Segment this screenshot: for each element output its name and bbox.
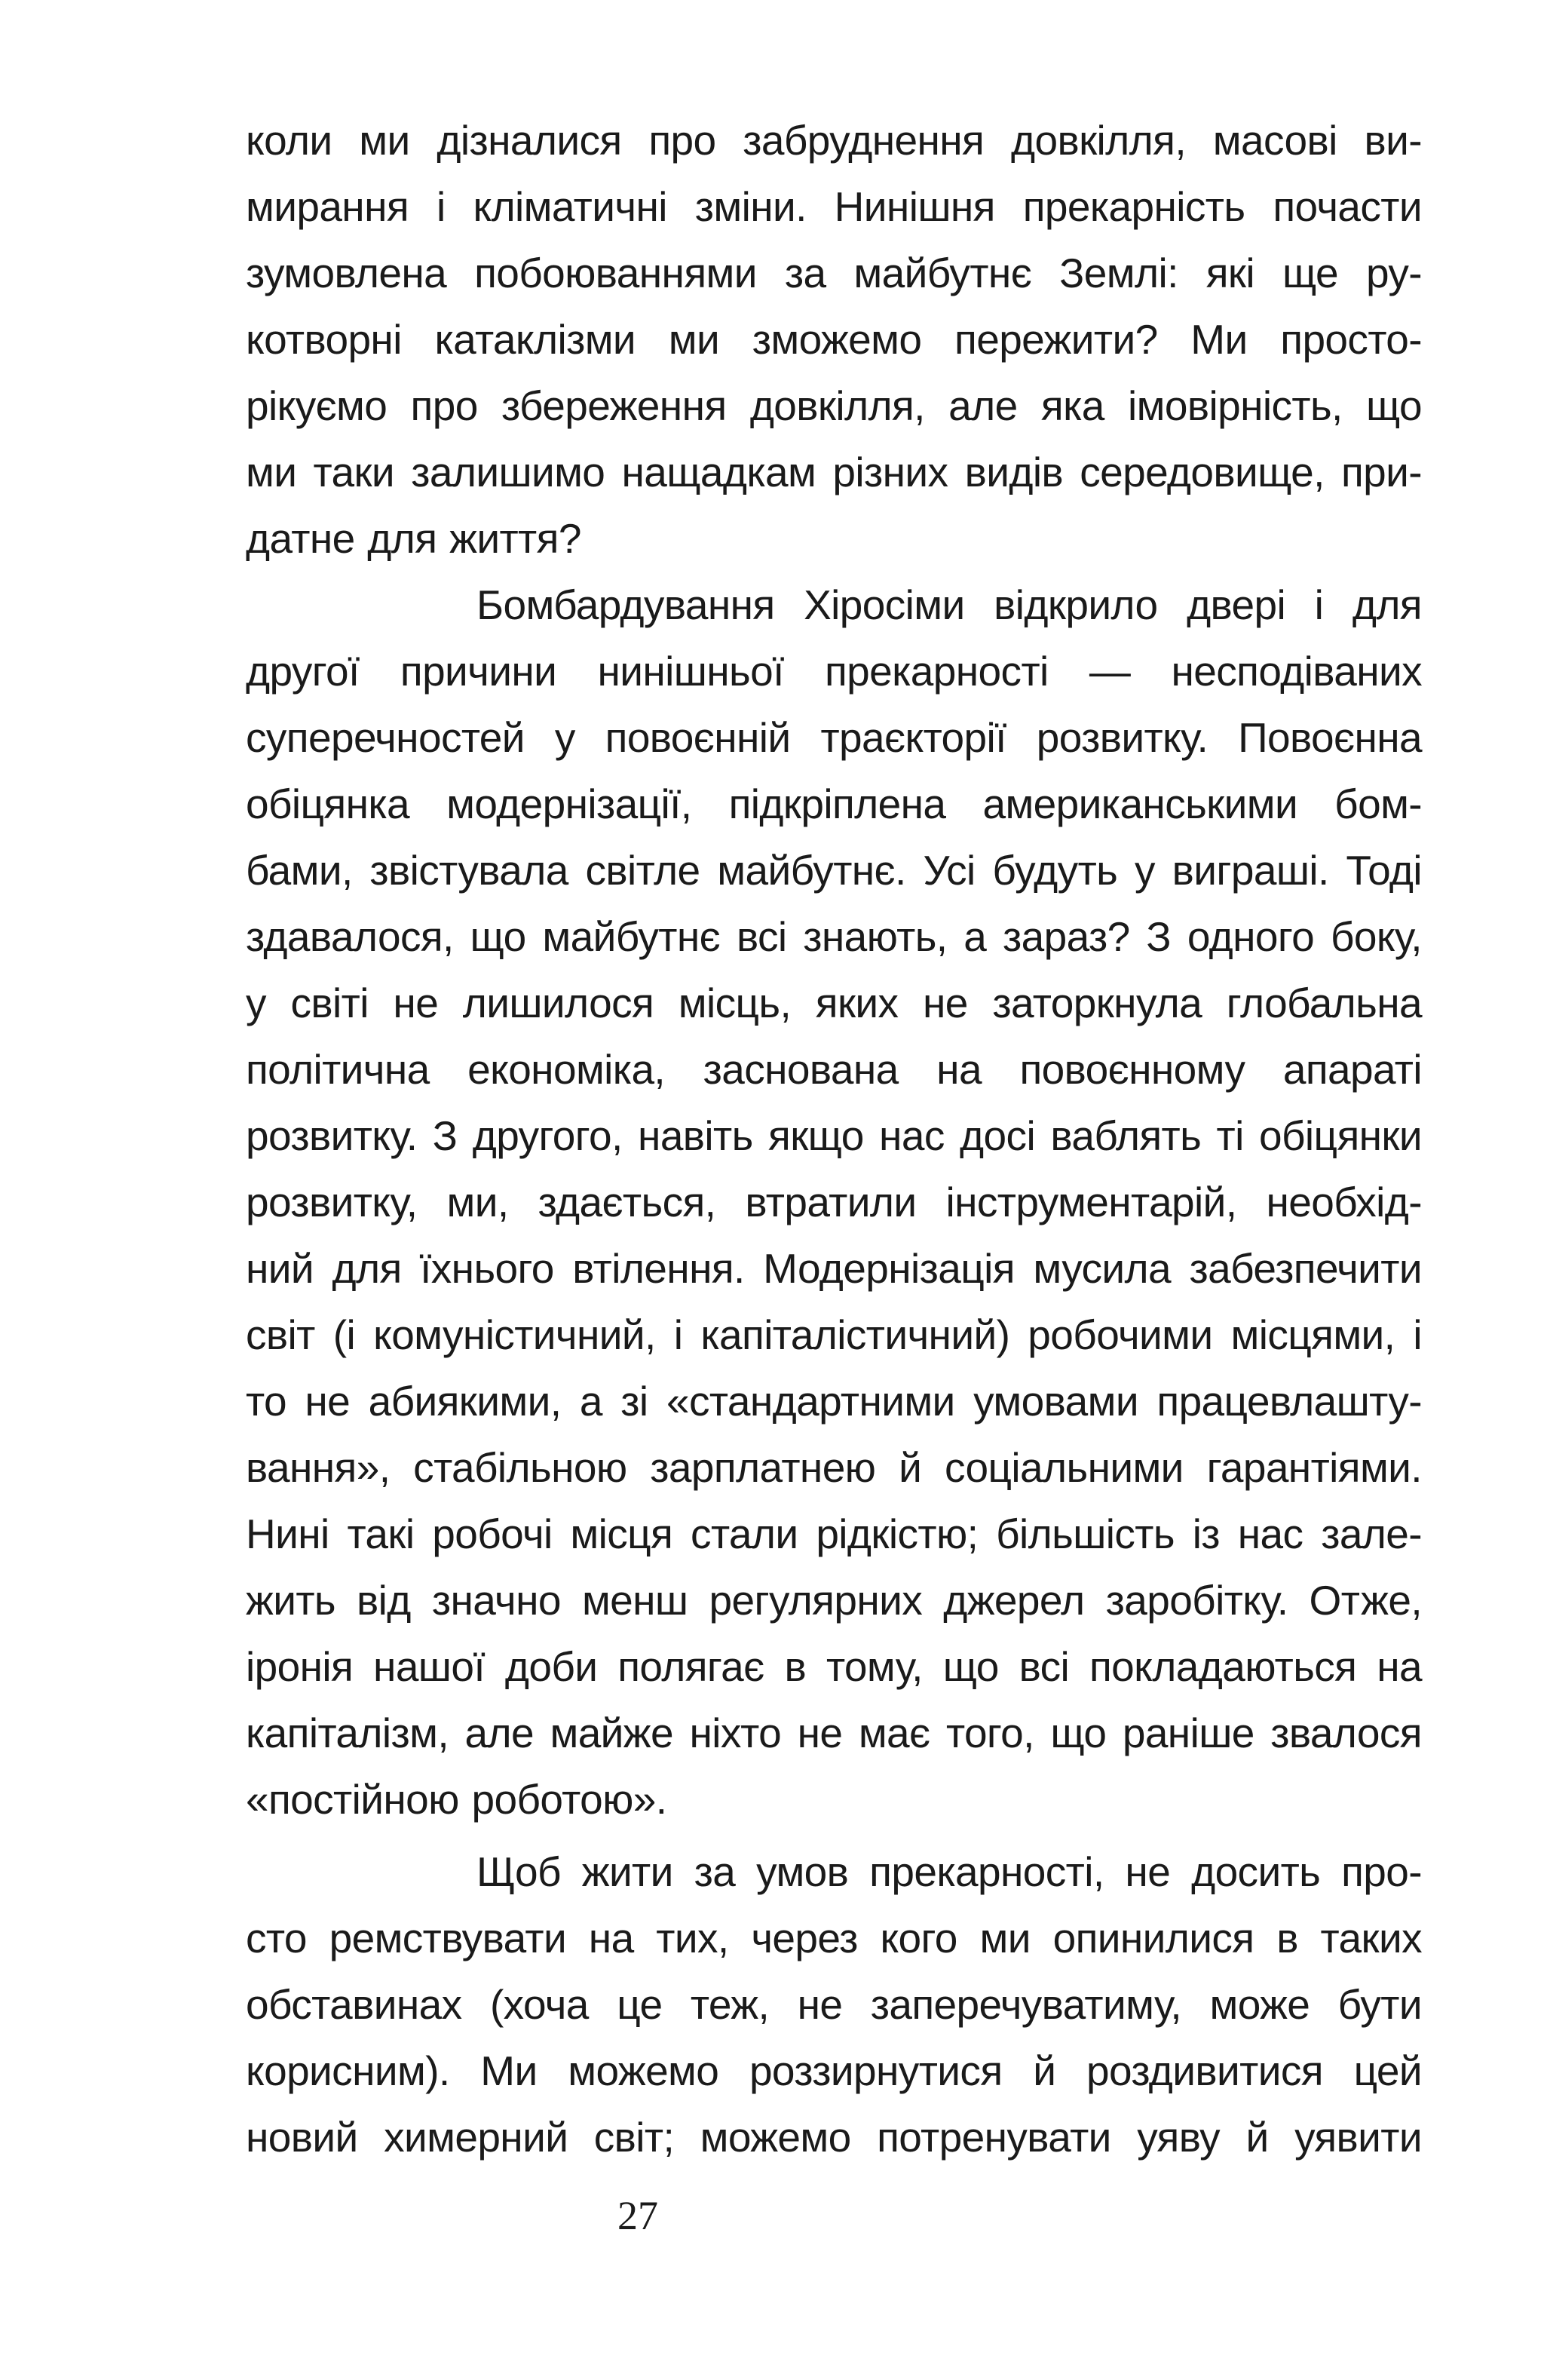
text-line: зумовлена побоюваннями за майбутнє Землі: які ще ру- bbox=[246, 250, 1422, 296]
text-line: бами, звістувала світле майбутнє. Усі будуть у виграші. Тоді bbox=[246, 847, 1422, 894]
text-line: суперечностей у повоєнній траєкторії розвитку. Повоєнна bbox=[246, 714, 1422, 761]
text-line: вання», стабільною зарплатнею й соціальними гарантіями. bbox=[246, 1444, 1422, 1491]
text-line: коли ми дізналися про забруднення довкілля, масові ви- bbox=[246, 117, 1422, 164]
text-line: політична економіка, заснована на повоєнному апараті bbox=[246, 1046, 1422, 1093]
text-line: котворні катаклізми ми зможемо пережити? Ми просто- bbox=[246, 316, 1422, 363]
text-line: корисним). Ми можемо роззирнутися й роздивитися цей bbox=[246, 2047, 1422, 2094]
text-line: ми таки залишимо нащадкам різних видів середовище, при- bbox=[246, 449, 1422, 495]
text-line: обіцянка модернізації, підкріплена американськими бом- bbox=[246, 781, 1422, 827]
text-line: датне для життя? bbox=[246, 515, 581, 562]
text-line: рікуємо про збереження довкілля, але яка імовірність, що bbox=[246, 382, 1422, 429]
text-line: ний для їхнього втілення. Модернізація мусила забезпечити bbox=[246, 1245, 1422, 1292]
text-line: новий химерний світ; можемо потренувати уяву й уявити bbox=[246, 2114, 1422, 2161]
page-number: 27 bbox=[617, 2193, 658, 2238]
text-line: розвитку, ми, здається, втратили інструментарій, необхід- bbox=[246, 1179, 1422, 1225]
text-line: другої причини нинішньої прекарності — несподіваних bbox=[246, 648, 1422, 695]
text-line: «постійною роботою». bbox=[246, 1776, 667, 1823]
text-line: здавалося, що майбутнє всі знають, а зараз? З одного боку, bbox=[246, 913, 1422, 960]
text-line: Нині такі робочі місця стали рідкістю; більшість із нас зале- bbox=[246, 1511, 1422, 1557]
text-line: капіталізм, але майже ніхто не має того, що раніше звалося bbox=[246, 1710, 1422, 1756]
text-line: обставинах (хоча це теж, не заперечуватиму, може бути bbox=[246, 1981, 1422, 2028]
text-line: мирання і кліматичні зміни. Нинішня прекарність почасти bbox=[246, 183, 1422, 230]
body-text bbox=[246, 107, 1422, 2170]
text-line: іронія нашої доби полягає в тому, що всі покладаються на bbox=[246, 1643, 1422, 1690]
paragraph-first-line: Бомбардування Хіросіми відкрило двері і для bbox=[476, 581, 1422, 628]
text-line: розвитку. З другого, навіть якщо нас досі ваблять ті обіцянки bbox=[246, 1112, 1422, 1159]
paragraph-first-line: Щоб жити за умов прекарності, не досить про- bbox=[476, 1848, 1422, 1895]
text-line: у світі не лишилося місць, яких не заторкнула глобальна bbox=[246, 980, 1422, 1026]
text-line: жить від значно менш регулярних джерел заробітку. Отже, bbox=[246, 1577, 1422, 1624]
text-line: то не абиякими, а зі «стандартними умовами працевлашту- bbox=[246, 1378, 1422, 1425]
text-line: сто ремствувати на тих, через кого ми опинилися в таких bbox=[246, 1915, 1422, 1961]
text-line: світ (і комуністичний, і капіталістичний) робочими місцями, і bbox=[246, 1311, 1422, 1358]
